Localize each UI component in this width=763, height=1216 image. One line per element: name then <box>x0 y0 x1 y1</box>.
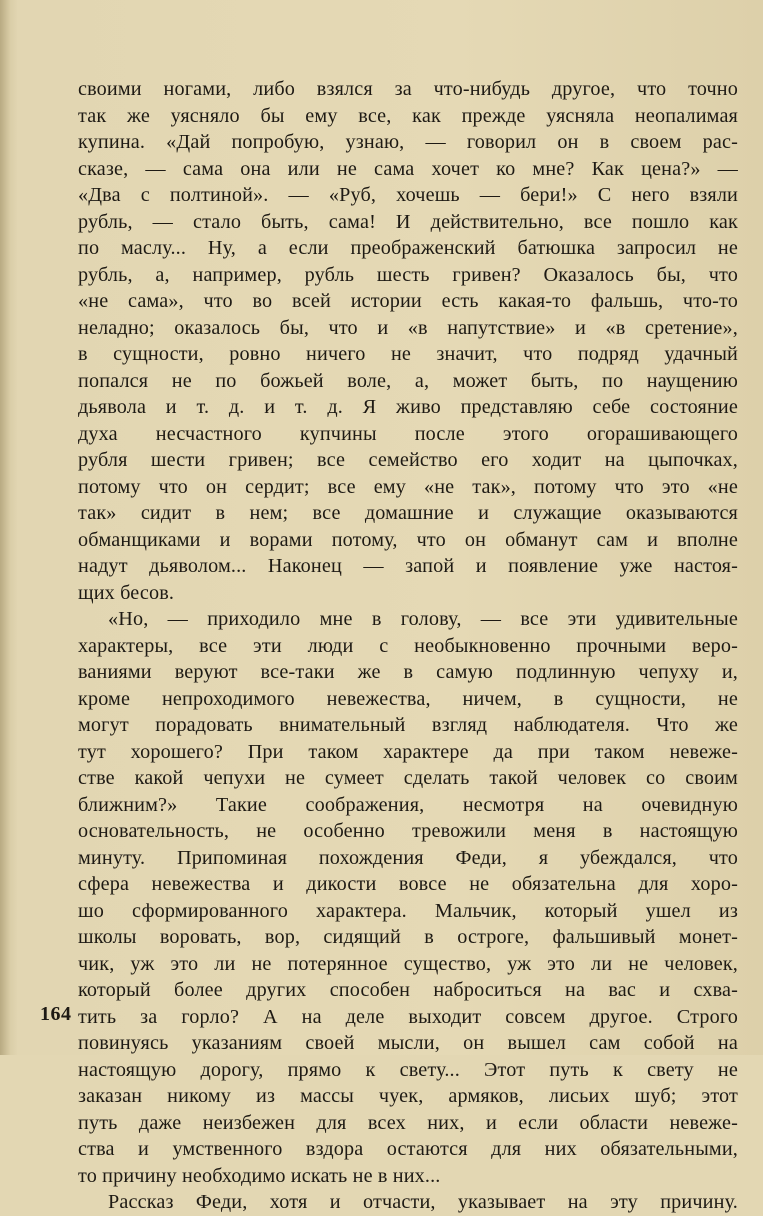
text-line: стве какой чепухи не сумеет сделать такой человек со своим <box>78 767 738 789</box>
text-line: шо сформированного характера. Мальчик, который ушел из <box>78 899 738 922</box>
text-line: заказан никому из массы чуек, армяков, лисьих шуб; этот <box>78 1085 738 1107</box>
text-line: Рассказ Феди, хотя и отчасти, указывает на эту причину. <box>108 1191 738 1213</box>
text-line: купина. «Дай попробую, узнаю, — говорил он в своем рас- <box>78 131 738 153</box>
text-line: рубля шести гривен; все семейство его ходит на цыпочках, <box>78 449 738 471</box>
text-line: рубль, а, например, рубль шесть гривен? Оказалось бы, что <box>78 263 738 286</box>
text-line: тут хорошего? При таком характере да при таком невеже- <box>78 740 738 763</box>
text-line: характеры, все эти люди с необыкновенно прочными веро- <box>78 634 738 657</box>
text-line: попался не по божьей воле, а, может быть, по наущению <box>78 369 738 392</box>
text-line: так» сидит в нем; все домашние и служащие оказываются <box>78 502 738 524</box>
text-line: ближним?» Такие соображения, несмотря на очевидную <box>78 793 738 816</box>
text-line: обманщиками и ворами потому, что он обманут сам и вполне <box>78 528 738 551</box>
text-line: дьявола и т. д. и т. д. Я живо представляю себе состояние <box>78 396 738 418</box>
text-line: сфера невежества и дикости вовсе не обязательна для хоро- <box>78 873 738 895</box>
text-line: ваниями веруют все-таки же в самую подлинную чепуху и, <box>78 661 738 683</box>
text-line: чик, уж это ли не потерянное существо, уж это ли не человек, <box>78 952 738 975</box>
text-line: то причину необходимо искать не в них... <box>78 1164 441 1187</box>
text-line: по маслу... Ну, а если преображенский батюшка запросил не <box>78 237 738 259</box>
text-line: школы воровать, вор, сидящий в остроге, фальшивый монет- <box>78 926 738 948</box>
text-line: так же уясняло бы ему все, как прежде уясняла неопалимая <box>78 104 738 127</box>
text-line: надут дьяволом... Наконец — запой и появление уже настоя- <box>78 555 738 577</box>
text-line: могут порадовать внимательный взгляд наблюдателя. Что же <box>78 714 738 736</box>
body-text <box>78 76 738 1216</box>
text-line: путь даже неизбежен для всех них, и если области невеже- <box>78 1111 738 1134</box>
text-line: тить за горло? А на деле выходит совсем другое. Строго <box>78 1005 738 1028</box>
text-line: духа несчастного купчины после этого огорашивающего <box>78 422 738 445</box>
text-line: сказе, — сама она или не сама хочет ко мне? Как цена?» — <box>78 157 738 180</box>
text-line: «Два с полтиной». — «Руб, хочешь — бери!» С него взяли <box>78 184 738 206</box>
text-line: кроме непроходимого невежества, ничем, в сущности, не <box>78 687 738 710</box>
text-line: который более других способен наброситься на вас и схва- <box>78 979 738 1001</box>
text-line: «Но, — приходило мне в голову, — все эти удивительные <box>108 608 738 630</box>
text-line: потому что он сердит; все ему «не так», потому что это «не <box>78 475 738 498</box>
text-line: настоящую дорогу, прямо к свету... Этот путь к свету не <box>78 1058 738 1081</box>
text-line: минуту. Припоминая похождения Феди, я убеждался, что <box>78 846 738 869</box>
page-number: 164 <box>40 1003 72 1025</box>
text-line: неладно; оказалось бы, что и «в напутствие» и «в сретение», <box>78 316 738 339</box>
page-binding-edge <box>0 0 10 1055</box>
text-line: рубль, — стало быть, сама! И действительно, все пошло как <box>78 210 738 233</box>
text-line: «не сама», что во всей истории есть какая-то фальшь, что-то <box>78 290 738 312</box>
text-line: основательность, не особенно тревожили меня в настоящую <box>78 820 738 842</box>
text-line: щих бесов. <box>78 581 175 604</box>
text-line: повинуясь указаниям своей мысли, он вышел сам собой на <box>78 1032 738 1054</box>
text-line: ства и умственного вздора остаются для них обязательными, <box>78 1138 738 1160</box>
text-line: в сущности, ровно ничего не значит, что подряд удачный <box>78 343 738 365</box>
text-line: своими ногами, либо взялся за что-нибудь другое, что точно <box>78 78 738 100</box>
